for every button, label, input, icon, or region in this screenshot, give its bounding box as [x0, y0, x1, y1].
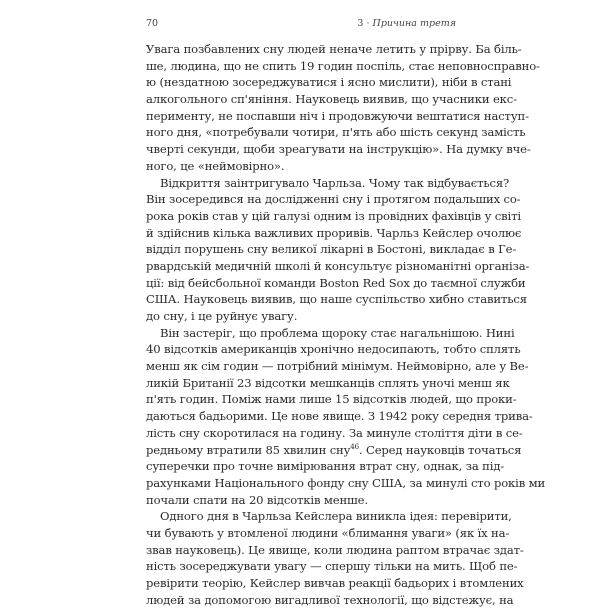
text-line	[146, 308, 456, 325]
text-line	[146, 325, 515, 342]
text-line-content: суперечки про точне вимірювання втрат сну, однак, за під-	[146, 459, 505, 474]
text-line	[146, 108, 529, 125]
text-line	[146, 542, 524, 559]
text-line-content: даються бадьорими. Це нове явище. З 1942 року середня трива-	[146, 409, 533, 424]
text-line	[146, 191, 521, 208]
text-line-content: лість сну скоротилася на годину. За минуле століття діти в се-	[146, 425, 523, 440]
text-line	[146, 258, 530, 275]
text-line-content: ревірити теорію, Кейслер вивчав реакції бадьорих і втомлених	[146, 576, 524, 590]
text-line	[146, 458, 505, 475]
text-line	[146, 58, 540, 75]
text-line-content: 40 відсотків американців хронічно недосипають, тобто сплять	[146, 342, 521, 357]
text-line-content: звав науковець). Це явище, коли людина раптом втрачає здат-	[146, 542, 524, 557]
text-line	[146, 241, 517, 258]
text-line	[146, 275, 526, 292]
text-line	[146, 141, 531, 158]
running-head	[357, 18, 456, 29]
text-line	[146, 341, 521, 358]
text-line	[146, 291, 527, 308]
text-line	[146, 508, 512, 525]
text-line-content: редньому втратили 85 хвилин сну	[146, 442, 351, 457]
text-line-content: рвардській медичній школі й консультує різноманітні організа-	[146, 258, 530, 273]
text-line-content: п'ять годин. Поміж нами лише 15 відсотків людей, що проки-	[146, 392, 517, 407]
text-line	[146, 391, 517, 408]
body-text	[146, 41, 546, 608]
text-line	[146, 592, 514, 608]
text-line	[146, 41, 522, 58]
text-line-content: рахунками Національного фонду сну США, за минулі сто років ми	[146, 475, 546, 490]
text-line	[146, 225, 522, 242]
text-line-content: ше, людина, що не спить 19 годин поспіль, стає неповносправно-	[146, 58, 540, 73]
text-line	[146, 208, 521, 225]
header-separator: ·	[363, 18, 373, 29]
text-line	[146, 91, 517, 108]
text-line	[146, 575, 524, 592]
text-line	[146, 475, 546, 492]
text-line-content: Увага позбавлених сну людей неначе летить у прірву. Ба біль-	[146, 42, 522, 56]
text-line-content: перименту, не поспавши ніч і продовжуючи вештатися наступ-	[146, 108, 529, 123]
text-line	[146, 175, 510, 192]
page-header	[146, 18, 456, 32]
text-line-content: й здійснив кілька важливих проривів. Чарльз Кейслер очолює	[146, 225, 522, 240]
text-line-content: почали спати на 20 відсотків менше.	[146, 492, 368, 507]
text-line	[146, 375, 510, 392]
text-line-content: людей за допомогою вигадливої технології, що відстежує, на	[146, 592, 514, 607]
text-line-continuation: . Серед науковців точаться	[358, 442, 522, 457]
text-line	[146, 408, 533, 425]
text-line	[146, 558, 518, 575]
text-line-content: США. Науковець виявив, що наше суспільство хибно ставиться	[146, 292, 527, 307]
text-line	[146, 74, 512, 91]
text-line-content: відділ порушень сну великої лікарні в Бостоні, викладає в Ге-	[146, 242, 517, 257]
text-line-content: чверті секунди, щоби зреагувати на інструкцію». На думку вче-	[146, 142, 531, 157]
text-line-content: ність зосереджувати увагу — спершу тільки на мить. Щоб пе-	[146, 559, 518, 574]
text-line-content: ції: від бейсбольної команди Boston Red Sox до таємної служби	[146, 275, 526, 290]
text-line	[146, 525, 510, 542]
text-line-content: алкогольного сп'яніння. Науковець виявив, що учасники екс-	[146, 92, 517, 107]
text-line-content: чи бувають у втомленої людини «блимання уваги» (як їх на-	[146, 525, 510, 540]
text-line-content: ликій Британії 23 відсотки мешканців сплять уночі менш як	[146, 375, 510, 390]
text-line-content: менш як сім годин — потрібний мінімум. Неймовірно, але у Ве-	[146, 359, 529, 374]
text-line	[146, 425, 523, 442]
footnote-reference[interactable]: 46	[350, 442, 359, 451]
text-line	[146, 124, 526, 141]
text-line	[146, 358, 529, 375]
text-line-content: Одного дня в Чарльза Кейслера виникла ідея: перевірити,	[160, 509, 512, 524]
text-line-content: Він застеріг, що проблема щороку стає нагальнішою. Нині	[160, 325, 515, 340]
chapter-number: 3	[357, 18, 364, 29]
text-line-content: до сну, і це руйнує увагу.	[146, 309, 298, 323]
text-line-content: ного, це «неймовірно».	[146, 158, 285, 173]
text-line-content: Відкриття заінтригувало Чарльза. Чому так відбувається?	[160, 175, 510, 190]
text-line-content: рока років став у цій галузі одним із провідних фахівців у світі	[146, 208, 521, 223]
text-line	[146, 158, 456, 175]
text-line	[146, 442, 522, 459]
text-line-content: ного дня, «потребували чотири, п'ять або шість секунд замість	[146, 125, 526, 140]
page-number: 70	[146, 18, 159, 29]
text-line-content: ю (нездатною зосереджуватися і ясно мислити), ніби в стані	[146, 75, 512, 90]
text-line	[146, 492, 456, 509]
text-line-content: Він зосередився на дослідженні сну і протягом подальших со-	[146, 192, 521, 207]
chapter-title: Причина третя	[372, 18, 456, 29]
